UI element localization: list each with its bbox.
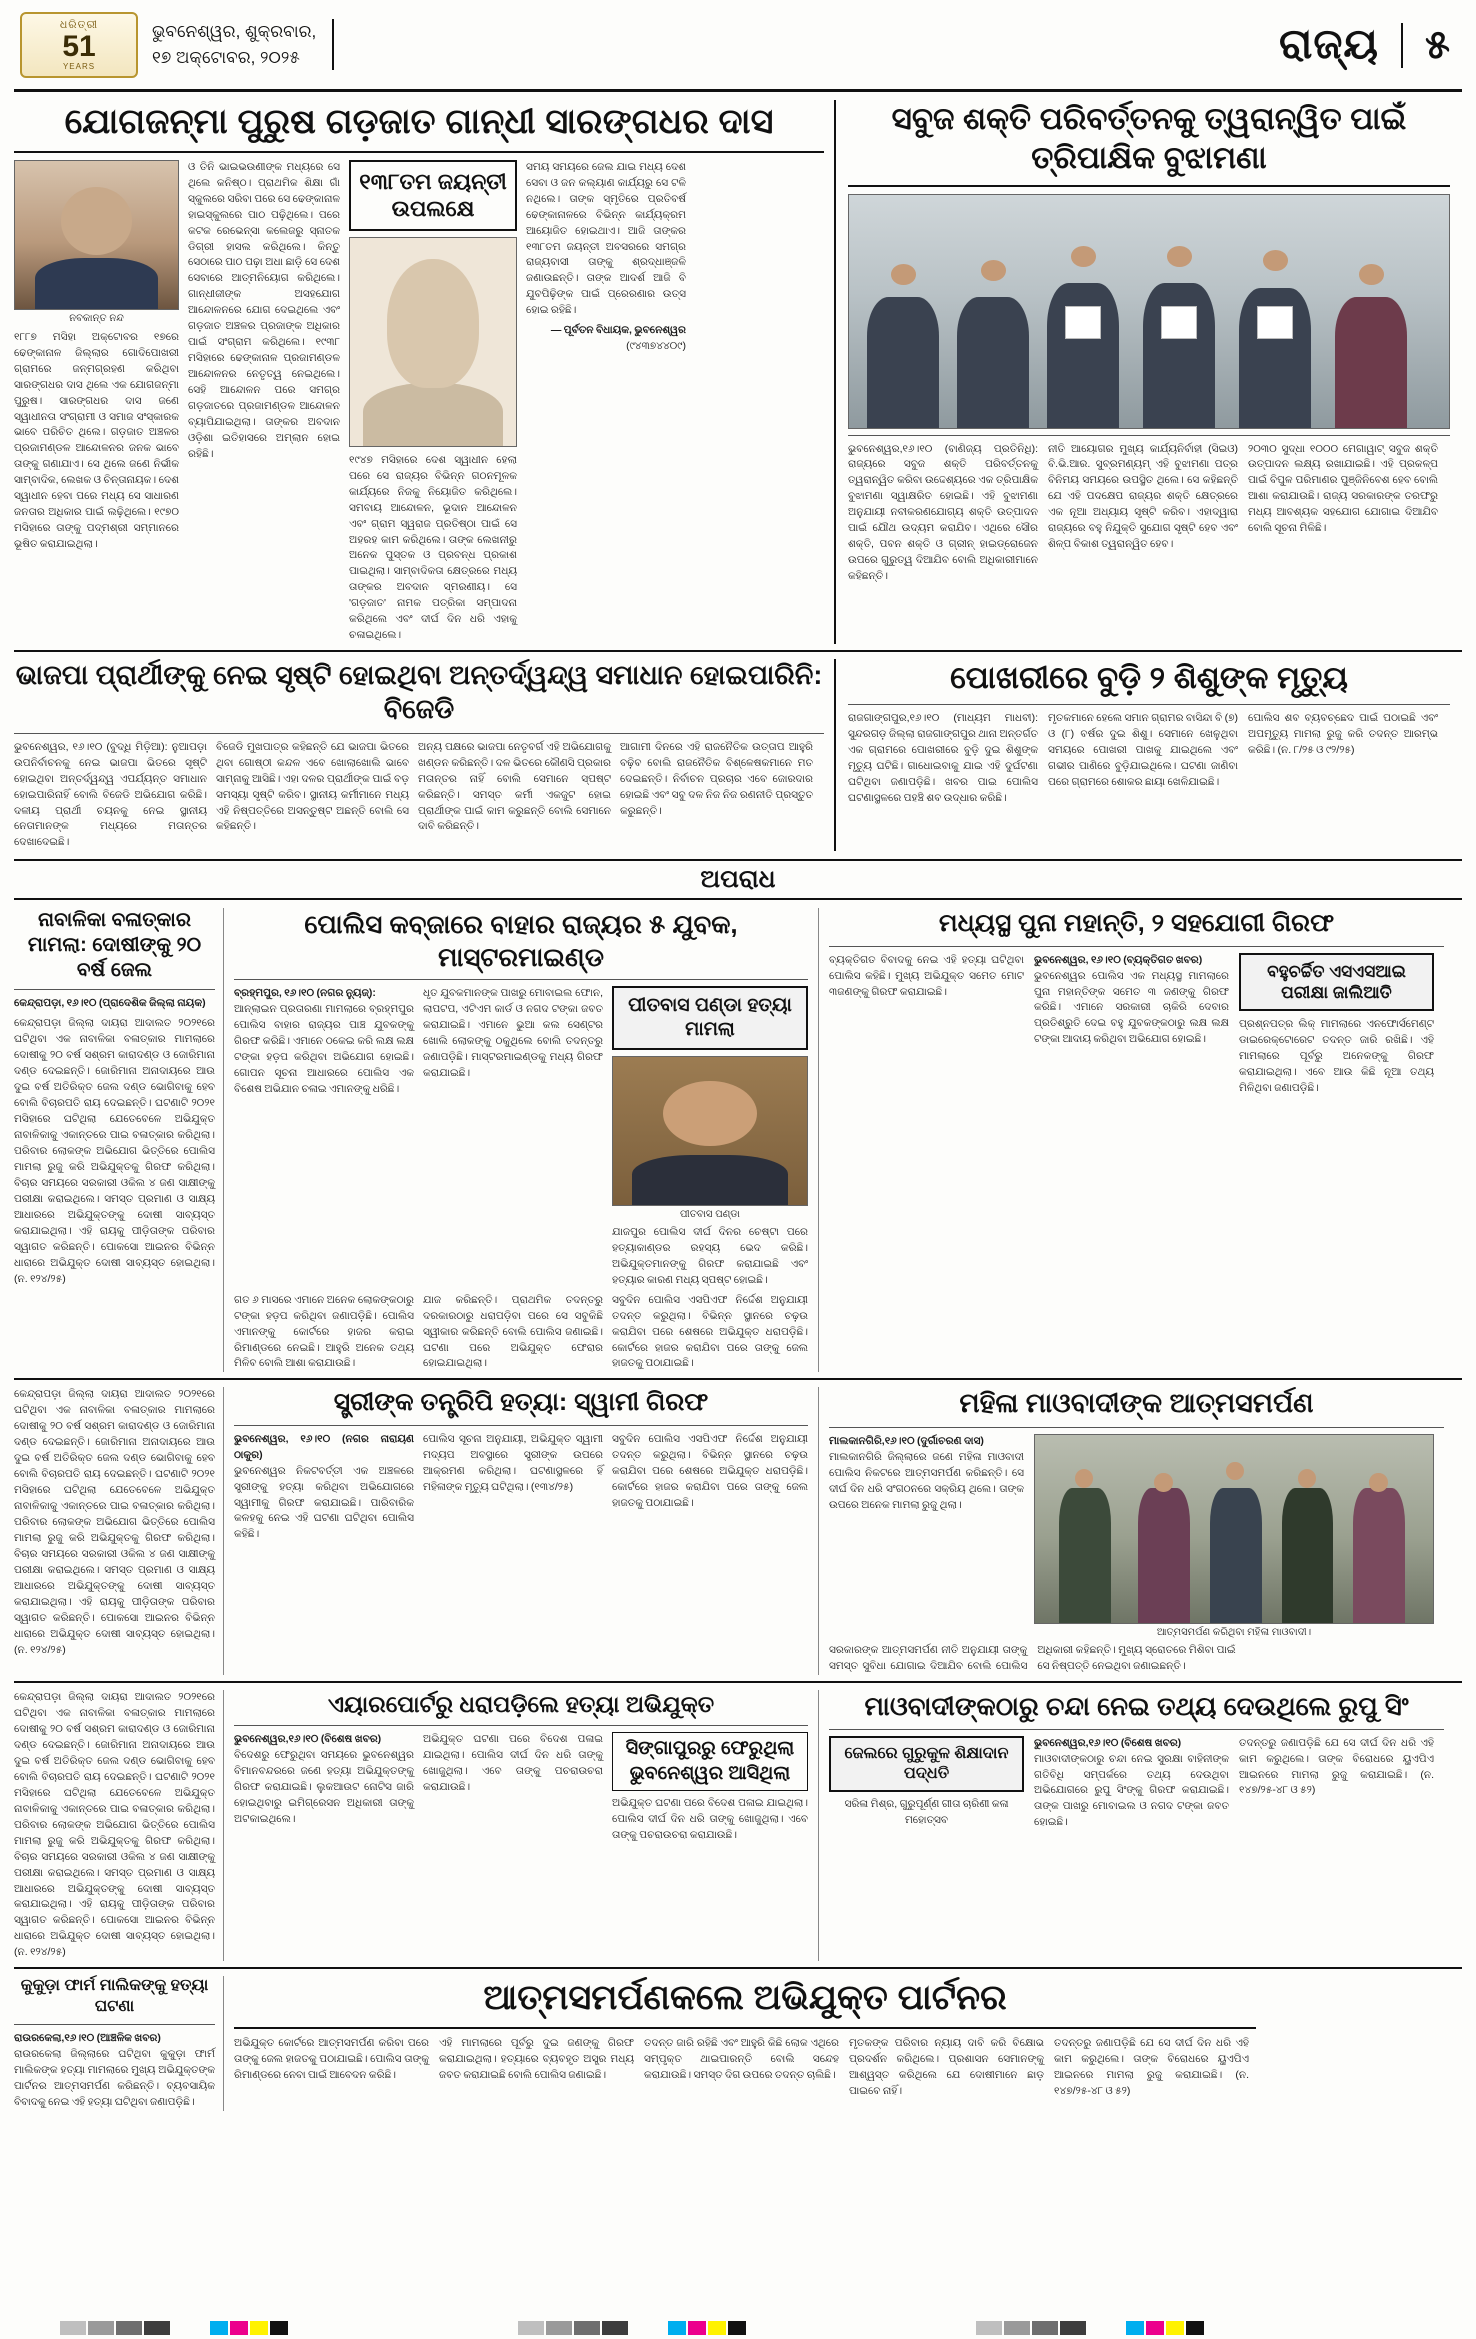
lead-left-col3-wrap [349,160,517,644]
masthead-date: ୧୭ ଅକ୍ଟୋବର, ୨୦୨୫ [152,47,300,67]
wife-dateline: ଭୁବନେଶ୍ୱର, ୧୬।୧୦ (ନଗର ନାରାୟଣ ଠାକୁର) [234,1432,414,1461]
airport-sidebar-wrap [612,1732,808,1844]
logo-bottom-text: YEARS [62,61,96,71]
gray-swatches-left [60,2321,170,2335]
woman-maoist-dateline: ମାଲକାନଗିରି,୧୬।୧୦ (ଦୁର୍ଗାଚରଣ ଦାସ) [829,1435,984,1448]
wife-headline: ସ୍ତ୍ରୀଙ୍କ ତନ୍ତ୍ରିପି ହତ୍ୟା: ସ୍ୱାମୀ ଗିରଫ [333,1388,709,1417]
police-col1: ଆନ୍ଲାଇନ ପ୍ରତାରଣା ମାମଲାରେ ବ୍ରହ୍ମପୁର ପୋଲିସ ବାହାର ରାଜ୍ୟର ପାଞ୍ଚ ଯୁବକଙ୍କୁ ଗିରଫ କରିଛି। ଏମାନେ ଠକେଇ କରି ଲକ୍ଷ ଲକ୍ଷ ଟଙ୍କା ହଡ଼ପ କରିଥିବା ଅଭିଯୋଗ ହୋଇଛି। ଗୋପନ ସୂଚନା ଆଧାରରେ ପୋଲିସ ଏକ ବିଶେଷ ଅଭିଯାନ ଚଳାଇ ଏମାନଙ୍କୁ ଧରିଛି। [234,1003,414,1096]
rupu-story [819,1690,1444,1961]
minor-case-story [14,908,224,1372]
airport-col1: ବିଦେଶରୁ ଫେରୁଥିବା ସମୟରେ ଭୁବନେଶ୍ୱର ବିମାନବନ୍ଦରରେ ଜଣେ ହତ୍ୟା ଅଭିଯୁକ୍ତଙ୍କୁ ଗିରଫ କରାଯାଇଛି। ଲୁକଆଉଟ ନୋଟିସ ଜାରି ହୋଇଥିବାରୁ ଇମିଗ୍ରେସନ ଅଧିକାରୀ ତାଙ୍କୁ ଅଟକାଇଥିଲେ। [234,1748,414,1825]
surrender-headline: ଆତ୍ମସମର୍ପଣକଲେ ଅଭିଯୁକ୍ତ ପାର୍ଟନର [483,1978,1007,2018]
pabitra-col2: ସବୁଦିନ ପୋଲିସ ଏସପିଏଫ ନିର୍ଦ୍ଦେଶ ଅନୁଯାୟୀ ତଦନ୍ତ କରୁଥିଲା। ବିଭିନ୍ନ ସ୍ଥାନରେ ଚଢ଼ଉ କରାଯିବା ପରେ ଶେଷରେ ଅଭିଯୁକ୍ତ ଧରାପଡ଼ିଛି। କୋର୍ଟରେ ହାଜର କରାଯିବା ପରେ ତାଙ୍କୁ ଜେଲ ହାଜତକୁ ପଠାଯାଇଛି। [612,1293,808,1370]
lead-left-col2: ଓ ତିନି ଭାଇଭଉଣୀଙ୍କ ମଧ୍ୟରେ ସେ ଥିଲେ କନିଷ୍ଠ। ପ୍ରାଥମିକ ଶିକ୍ଷା ଗାଁ ସ୍କୁଲରେ ସରିବା ପରେ ସେ ଢେଙ୍କାନାଳ ହାଇସ୍କୁଲରେ ପାଠ ପଢ଼ିଥିଲେ। ପରେ କଟକ ରେଭେନ୍ସା କଲେଜରୁ ସ୍ନାତକ ଡିଗ୍ରୀ ହାସଲ କରିଥିଲେ। କିନ୍ତୁ ସେଠାରେ ପାଠ ପଢ଼ା ଅଧା ଛାଡ଼ି ସେ ଦେଶ ସେବାରେ ଆତ୍ମନିୟୋଗ କରିଥିଲେ। ଗାନ୍ଧୀଜୀଙ୍କ ଅସହଯୋଗ ଆନ୍ଦୋଳନରେ ଯୋଗ ଦେଇଥିଲେ ଏବଂ ଗଡ଼ଜାତ ଅଞ୍ଚଳର ପ୍ରଜାଙ୍କ ଅଧିକାର ପାଇଁ ସଂଗ୍ରାମ କରିଥିଲେ। ୧୯୩୮ ମସିହାରେ ଢେଙ୍କାନାଳ ପ୍ରଜାମଣ୍ଡଳ ଆନ୍ଦୋଳନର ନେତୃତ୍ୱ ନେଇଥିଲେ। ସେହି ଆନ୍ଦୋଳନ ପରେ ସମଗ୍ର ଗଡ଼ଜାତରେ ପ୍ରଜାମଣ୍ଡଳ ଆନ୍ଦୋଳନ ବ୍ୟାପିଯାଇଥିଲା। ତାଙ୍କର ଅବଦାନ ଓଡ଼ିଶା ଇତିହାସରେ ଅମ୍ଲାନ ହୋଇ ରହିଛି। [188,160,340,460]
lead-left-byline-phone: (୯୪୩୭୪୪୦୯) [626,340,686,353]
second-band [14,659,1462,851]
logo-top-text: ଧରିତ୍ରୀ [59,18,99,31]
poultry-sidebar-headline: କୁକୁଡ଼ା ଫାର୍ମ ମାଲିକଙ୍କୁ ହତ୍ୟା ଘଟଣା [20,1977,209,2016]
mahanty-dateline: ଭୁବନେଶ୍ୱର, ୧୬।୧୦ (ବ୍ୟକ୍ତିଗତ ଖବର) [1034,953,1203,966]
bjp-col2: ବିଜେଡି ମୁଖପାତ୍ର କହିଛନ୍ତି ଯେ ଭାଜପା ଭିତରେ ଥିବା ଗୋଷ୍ଠୀ କନ୍ଦଳ ଏବେ ଖୋଲାଖୋଲି ଭାବେ ସାମ୍ନାକୁ ଆସିଛି। ଏହା ଦଳର ପ୍ରାର୍ଥୀଙ୍କ ପାଇଁ ବଡ଼ ସମସ୍ୟା ସୃଷ୍ଟି କରିବ। ସ୍ଥାନୀୟ କର୍ମୀମାନେ ମଧ୍ୟ ଏହି ନିଷ୍ପତ୍ତିରେ ଅସନ୍ତୁଷ୍ଟ ଅଛନ୍ତି ବୋଲି ସେ କହିଛନ୍ତି। [216,740,409,833]
woman-maoist-text [829,1434,1024,1638]
police-dateline: ବ୍ରହ୍ମପୁର, ୧୬।୧୦ (ନଗର ନ୍ୟୁଜ୍): [234,987,376,1000]
bjp-col3: ଅନ୍ୟ ପକ୍ଷରେ ଭାଜପା ନେତୃବର୍ଗ ଏହି ଅଭିଯୋଗକୁ ଖଣ୍ଡନ କରିଛନ୍ତି। ଦଳ ଭିତରେ କୌଣସି ପ୍ରକାର ମତାନ୍ତର ନାହିଁ ବୋଲି ସେମାନେ ସ୍ପଷ୍ଟ କରିଛନ୍ତି। ସମସ୍ତ କର୍ମୀ ଏକଜୁଟ ହୋଇ ପ୍ରାର୍ଥୀଙ୍କ ପାଇଁ କାମ କରୁଛନ୍ତି ବୋଲି ସେମାନେ ଦାବି କରିଛନ୍ତି। [418,740,611,833]
lead-left-col4: ସମୟ ସମୟରେ ଜେଲ ଯାଇ ମଧ୍ୟ ଦେଶ ସେବା ଓ ଜନ କଲ୍ୟାଣ କାର୍ଯ୍ୟରୁ ସେ ଟଳି ନଥିଲେ। ତାଙ୍କ ସ୍ମୃତିରେ ପ୍ରତିବର୍ଷ ଢେଙ୍କାନାଳରେ ବିଭିନ୍ନ କାର୍ଯ୍ୟକ୍ରମ ଆୟୋଜିତ ହୋଇଥାଏ। ଆଜି ତାଙ୍କର ୧୩୮ତମ ଜୟନ୍ତୀ ଅବସରରେ ସମଗ୍ର ରାଜ୍ୟବାସୀ ତାଙ୍କୁ ଶ୍ରଦ୍ଧାଞ୍ଜଳି ଜଣାଉଛନ୍ତି। ତାଙ୍କ ଆଦର୍ଶ ଆଜି ବି ଯୁବପିଢ଼ିଙ୍କ ପାଇଁ ପ୍ରେରଣାର ଉତ୍ସ ହୋଇ ରହିଛି। [526,160,686,317]
pabitra-col1: ଯାଜ କରିଛନ୍ତି। ପ୍ରାଥମିକ ତଦନ୍ତରୁ ଦରକାରଠାରୁ ଧରାପଡ଼ିବା ପରେ ସେ ସବୁକିଛି ସ୍ୱୀକାର କରିଛନ୍ତି ବୋଲି ପୋଲିସ ଜଣାଇଛି। ଘଟଣା ପରେ ଅଭିଯୁକ୍ତ ଫେରାର ହୋଇଯାଇଥିଲା। [423,1293,603,1370]
police-col2: ଧୃତ ଯୁବକମାନଙ୍କ ପାଖରୁ ମୋବାଇଲ ଫୋନ, ଲାପଟପ, ଏଟିଏମ କାର୍ଡ ଓ ନଗଦ ଟଙ୍କା ଜବତ କରାଯାଇଛି। ଏମାନେ ଭୁଆ କଲ ସେଣ୍ଟର ଖୋଲି ଲୋକଙ୍କୁ ଠକୁଥିଲେ ବୋଲି ତଦନ୍ତରୁ ଜଣାପଡ଼ିଛି। ମାସ୍ଟରମାଇଣ୍ଡକୁ ମଧ୍ୟ ଗିରଫ କରାଯାଇଛି। [423,987,603,1080]
top-band [14,100,1462,644]
police-col1-wrap [234,986,414,1288]
surrender-col2: ଏହି ମାମଲାରେ ପୂର୍ବରୁ ଦୁଇ ଜଣଙ୍କୁ ଗିରଫ କରାଯାଇଥିଲା। ହତ୍ୟାରେ ବ୍ୟବହୃତ ଅସ୍ତ୍ର ମଧ୍ୟ ଜବତ କରାଯାଇଛି ବୋଲି ପୋଲିସ ଜଣାଇଛି। [439,2037,634,2081]
rupu-sidebar-headline: ଜେଲରେ ଗୁରୁକୁଳ ଶିକ୍ଷାଦାନ ପଦ୍ଧତି [829,1736,1024,1792]
cmyk-swatches-right [1126,2321,1204,2335]
cmyk-swatches-mid [668,2321,746,2335]
gray-swatches-mid [518,2321,628,2335]
pond-headline: ପୋଖରୀରେ ବୁଡ଼ି ୨ ଶିଶୁଙ୍କ ମୃତ୍ୟୁ [950,660,1348,696]
wife-col2: ପୋଲିସ ସୂଚନା ଅନୁଯାୟୀ, ଅଭିଯୁକ୍ତ ସ୍ୱାମୀ ମଦ୍ୟପ ଅବସ୍ଥାରେ ସ୍ତ୍ରୀଙ୍କ ଉପରେ ଆକ୍ରମଣ କରିଥିଲା। ଘଟଣାସ୍ଥଳରେ ହିଁ ମହିଳାଙ୍କ ମୃତ୍ୟୁ ଘଟିଥିଲା। (୧୩୪/୨୫) [423,1432,603,1493]
minor-case-tail-text: କେନ୍ଦ୍ରାପଡ଼ା ଜିଲ୍ଲା ଦାୟରା ଆଦାଲତ ୨୦୨୧ରେ ଘଟିଥିବା ଏକ ନାବାଳିକା ବଳାତ୍କାର ମାମଲାରେ ଦୋଷୀକୁ ୨୦ ବର୍ଷ ସଶ୍ରମ କାରାଦଣ୍ଡ ଓ ଜୋରିମାନା ଦଣ୍ଡ ଦେଇଛନ୍ତି। ଜୋରିମାନା ଅନାଦାୟରେ ଆଉ ଦୁଇ ବର୍ଷ ଅତିରିକ୍ତ ଜେଲ ଦଣ୍ଡ ଭୋଗିବାକୁ ହେବ ବୋଲି ବିଚାରପତି ରାୟ ଦେଇଛନ୍ତି। ଘଟଣାଟି ୨୦୨୧ ମସିହାରେ ଘଟିଥିଲା ଯେତେବେଳେ ଅଭିଯୁକ୍ତ ନାବାଳିକାକୁ ଏକାନ୍ତରେ ପାଇ ବଳାତ୍କାର କରିଥିଲା। ପରିବାର ଲୋକଙ୍କ ଅଭିଯୋଗ ଭିତ୍ତିରେ ପୋଲିସ ମାମଲା ରୁଜୁ କରି ଅଭିଯୁକ୍ତକୁ ଗିରଫ କରିଥିଲା। ବିଚାର ସମୟରେ ସରକାରୀ ଓକିଲ ୪ ଜଣ ସାକ୍ଷୀଙ୍କୁ ପରୀକ୍ଷା କରାଇଥିଲେ। ସମସ୍ତ ପ୍ରମାଣ ଓ ସାକ୍ଷ୍ୟ ଆଧାରରେ ଅଭିଯୁକ୍ତଙ୍କୁ ଦୋଷୀ ସାବ୍ୟସ୍ତ କରାଯାଇଥିଲା। ଏହି ରାୟକୁ ପୀଡ଼ିତାଙ୍କ ପରିବାର ସ୍ୱାଗତ କରିଛନ୍ତି। ପୋକସୋ ଆଇନର ବିଭିନ୍ନ ଧାରାରେ ଅଭିଯୁକ୍ତ ଦୋଷୀ ସାବ୍ୟସ୍ତ ହୋଇଥିଲା। (ନ. ୧୨୪/୨୫) [14,1691,215,1959]
surrender-story [224,1976,1256,2110]
bjp-col1: ଭୁବନେଶ୍ୱର, ୧୬।୧୦ (ବୁଦ୍ଧି ମିଡ଼ିଆ): ନୁଆପଡ଼ା ଉପନିର୍ବାଚନକୁ ନେଇ ଭାଜପା ଭିତରେ ସୃଷ୍ଟି ହୋଇଥିବା ଅନ୍ତର୍ଦ୍ୱନ୍ଦ୍ୱ ଏପର୍ଯ୍ୟନ୍ତ ସମାଧାନ ହୋଇପାରିନାହିଁ ବୋଲି ବିଜେଡି ଅଭିଯୋଗ କରିଛି। ଦଳୀୟ ପ୍ରାର୍ଥୀ ଚୟନକୁ ନେଇ ସ୍ଥାନୀୟ ନେତାମାନଙ୍କ ମଧ୍ୟରେ ମତାନ୍ତର ଦେଖାଦେଇଛି। [14,740,207,849]
poultry-sidebar-body: ରାଉରକେଲା ଜିଲ୍ଲାରେ ଘଟିଥିବା କୁକୁଡ଼ା ଫାର୍ମ ମାଲିକଙ୍କ ହତ୍ୟା ମାମଲାରେ ମୁଖ୍ୟ ଅଭିଯୁକ୍ତଙ୍କ ପାର୍ଟନର ଆତ୍ମସମର୍ପଣ କରିଛନ୍ତି। ବ୍ୟବସାୟିକ ବିବାଦକୁ ନେଇ ଏହି ହତ୍ୟା ଘଟିଥିବା ଜଣାପଡ଼ିଛି। [14,2047,215,2108]
masthead-right [1279,20,1456,69]
lead-right-headline: ସବୁଜ ଶକ୍ତି ପରିବର୍ତ୍ତନକୁ ତ୍ୱରାନ୍ୱିତ ପାଇଁ ତ୍ରିପାକ୍ଷିକ ବୁଝାମଣା [891,101,1407,175]
bottom-row [14,1976,1462,2110]
lead-right-col2: ନୀତି ଆୟୋଗର ମୁଖ୍ୟ କାର୍ଯ୍ୟନିର୍ବାହୀ (ସିଇଓ) ବି.ଭି.ଆର. ସୁବ୍ରମଣ୍ୟମ୍ ଏହି ବୁଝାମଣା ପତ୍ର ବିନିମୟ ସମୟରେ ଉପସ୍ଥିତ ଥିଲେ। ସେ କହିଛନ୍ତି ଯେ ଏହି ପଦକ୍ଷେପ ରାଜ୍ୟର ଶକ୍ତି କ୍ଷେତ୍ରରେ ଏକ ନୂଆ ଅଧ୍ୟାୟ ସୃଷ୍ଟି କରିବ। ଏହାଦ୍ୱାରା ରାଜ୍ୟରେ ବହୁ ନିଯୁକ୍ତି ସୁଯୋଗ ସୃଷ୍ଟି ହେବ ଏବଂ ଶିଳ୍ପ ବିକାଶ ତ୍ୱରାନ୍ୱିତ ହେବ। [1048,442,1238,551]
sketch-portrait-sarangadhar [349,237,517,447]
woman-maoist-col1: ମାଲକାନଗିରି ଜିଲ୍ଲାରେ ଜଣେ ମହିଳା ମାଓବାଦୀ ପୋଲିସ ନିକଟରେ ଆତ୍ମସମର୍ପଣ କରିଛନ୍ତି। ସେ ଦୀର୍ଘ ଦିନ ଧରି ସଂଗଠନରେ ସକ୍ରିୟ ଥିଲେ। ତାଙ୍କ ଉପରେ ଅନେକ ମାମଲା ରୁଜୁ ଥିଲା। [829,1451,1024,1511]
mahanty-block [819,908,1444,1372]
crime-row-2 [14,1387,1462,1675]
airport-sidebar-body: ଅଭିଯୁକ୍ତ ଘଟଣା ପରେ ବିଦେଶ ପଳାଇ ଯାଇଥିଲା। ପୋଲିସ ଦୀର୍ଘ ଦିନ ଧରି ତାଙ୍କୁ ଖୋଜୁଥିଲା। ଏବେ ତାଙ୍କୁ ପଚରାଉଚରା କରାଯାଉଛି। [612,1797,808,1842]
exam-box-headline: ବହୁଚର୍ଚ୍ଚିତ ଏସଏସଆଇ ପରୀକ୍ଷା ଜାଲିଆତି [1239,953,1434,1012]
lead-left-byline: — ପୂର୍ବତନ ବିଧାୟକ, ଭୁବନେଶ୍ୱର [550,324,686,337]
mou-signing-photo [848,194,1450,429]
bjp-story [14,659,836,851]
rupu-col2: ତଦନ୍ତରୁ ଜଣାପଡ଼ିଛି ଯେ ସେ ଦୀର୍ଘ ଦିନ ଧରି ଏହି କାମ କରୁଥିଲେ। ତାଙ୍କ ବିରୋଧରେ ୟୁଏପିଏ ଆଇନରେ ମାମଲା ରୁଜୁ କରାଯାଇଛି। (ନ. ୧୪୭/୨୫-୪୮ ଓ ୫୨) [1239,1736,1434,1797]
woman-maoist-story [819,1387,1444,1675]
wife-story [224,1387,819,1675]
airport-headline: ଏୟାରପୋର୍ଟରୁ ଧରାପଡ଼ିଲେ ହତ୍ୟା ଅଭିଯୁକ୍ତ [327,1691,715,1718]
rupu-sidebar-body: ସରିଳା ମିଶ୍ର, ଗୁରୁପୂର୍ଣ୍ଣ ଗୀତା ଚାରିଣୀ କଳା ମହୋତ୍ସବ [844,1797,1009,1826]
airport-sidebar-headline: ସିଙ୍ଗାପୁରରୁ ଫେରୁଥିଲା ଭୁବନେଶ୍ୱର ଆସିଥିଲା [612,1732,808,1791]
surrender-col4: ମୃତକଙ୍କ ପରିବାର ନ୍ୟାୟ ଦାବି କରି ବିକ୍ଷୋଭ ପ୍ରଦର୍ଶନ କରିଥିଲେ। ପ୍ରଶାସନ ସେମାନଙ୍କୁ ଆଶ୍ୱସ୍ତ କରିଥିଲେ ଯେ ଦୋଷୀମାନେ ଛାଡ଼ ପାଇବେ ନାହିଁ। [849,2037,1044,2097]
panda-box-headline: ପୀତବାସ ପଣ୍ଡା ହତ୍ୟା ମାମଲା [612,986,808,1050]
panda-box [612,986,808,1288]
police-story [224,908,819,1372]
section-title: ରାଜ୍ୟ [1278,20,1380,67]
exam-box [1239,953,1434,1097]
surrender-col1: ଅଭିଯୁକ୍ତ କୋର୍ଟରେ ଆତ୍ମସମର୍ପଣ କରିବା ପରେ ତାଙ୍କୁ ଜେଲ ହାଜତକୁ ପଠାଯାଇଛି। ପୋଲିସ ତାଙ୍କୁ ରିମାଣ୍ଡରେ ନେବା ପାଇଁ ଆବେଦନ କରିଛି। [234,2037,429,2081]
airport-dateline: ଭୁବନେଶ୍ୱର,୧୬।୧୦ (ବିଶେଷ ଖବର) [234,1732,382,1745]
bjp-headline: ଭାଜପା ପ୍ରାର୍ଥୀଙ୍କୁ ନେଇ ସୃଷ୍ଟି ହୋଇଥିବା ଅନ୍ତର୍ଦ୍ୱନ୍ଦ୍ୱ ସମାଧାନ ହୋଇପାରିନି: ବିଜେଡି [15,660,823,724]
lead-right-col3: ୨୦୩୦ ସୁଦ୍ଧା ୧୦୦୦ ମେଗାୱାଟ୍ ସବୁଜ ଶକ୍ତି ଉତ୍ପାଦନ ଲକ୍ଷ୍ୟ ରଖାଯାଇଛି। ଏହି ପ୍ରକଳ୍ପ ପାଇଁ ବିପୁଳ ପରିମାଣର ପୁଞ୍ଜିନିବେଶ ହେବ ବୋଲି ଆଶା କରାଯାଉଛି। ରାଜ୍ୟ ସରକାରଙ୍କ ତରଫରୁ ମଧ୍ୟ ଆବଶ୍ୟକ ସହଯୋଗ ଯୋଗାଇ ଦିଆଯିବ ବୋଲି ସୂଚନା ମିଳିଛି। [1248,442,1438,535]
anniversary-kicker: ୧୩୮ତମ ଜୟନ୍ତୀ ଉପଲକ୍ଷେ [349,160,517,231]
lead-left-col4-wrap [526,160,686,644]
lead-left-col3: ୧୯୪୭ ମସିହାରେ ଦେଶ ସ୍ୱାଧୀନ ହେଲା ପରେ ସେ ରାଜ୍ୟର ବିଭିନ୍ନ ଗଠନମୂଳକ କାର୍ଯ୍ୟରେ ନିଜକୁ ନିୟୋଜିତ କରିଥିଲେ। ସମବାୟ ଆନ୍ଦୋଳନ, ଭୂଦାନ ଆନ୍ଦୋଳନ ଏବଂ ଗ୍ରାମ ସ୍ୱରାଜ ପ୍ରତିଷ୍ଠା ପାଇଁ ସେ ଅହରହ କାମ କରିଥିଲେ। ତାଙ୍କ ଲେଖନୀରୁ ଅନେକ ପୁସ୍ତକ ଓ ପ୍ରବନ୍ଧ ପ୍ରକାଶ ପାଇଥିଲା। ସାମ୍ବାଦିକତା କ୍ଷେତ୍ରରେ ମଧ୍ୟ ତାଙ୍କର ଅବଦାନ ସ୍ମରଣୀୟ। ସେ 'ଗଡ଼ଜାତ' ନାମକ ପତ୍ରିକା ସମ୍ପାଦନା କରିଥିଲେ ଏବଂ ଦୀର୍ଘ ଦିନ ଧରି ଏହାକୁ ଚଳାଇଥିଲେ। [349,453,517,642]
rupu-sidebar [829,1736,1024,1832]
lead-left-photo-col [14,160,179,644]
rupu-headline: ମାଓବାଦୀଙ୍କଠାରୁ ଚନ୍ଦା ନେଇ ତଥ୍ୟ ଦେଉଥିଲେ ରୁପୁ ସିଂ [864,1691,1409,1722]
pond-col1: ରାଜଗାଙ୍ଗପୁର,୧୬।୧୦ (ମାଧ୍ୟମ ମାଧବୀ): ସୁନ୍ଦରଗଡ଼ ଜିଲ୍ଲା ରାଜଗାଙ୍ଗପୁର ଥାନା ଅନ୍ତର୍ଗତ ଏକ ଗ୍ରାମରେ ପୋଖରୀରେ ବୁଡ଼ି ଦୁଇ ଶିଶୁଙ୍କ ମୃତ୍ୟୁ ଘଟିଛି। ଗାଧୋଇବାକୁ ଯାଇ ଏହି ଦୁର୍ଘଟଣା ଘଟିଥିବା ଜଣାପଡ଼ିଛି। ଖବର ପାଇ ପୋଲିସ ଘଟଣାସ୍ଥଳରେ ପହଞ୍ଚି ଶବ ଉଦ୍ଧାର କରିଛି। [848,711,1038,804]
bjp-col4: ଆଗାମୀ ଦିନରେ ଏହି ରାଜନୈତିକ ଉତ୍ତାପ ଆହୁରି ବଢ଼ିବ ବୋଲି ରାଜନୈତିକ ବିଶ୍ଳେଷକମାନେ ମତ ଦେଇଛନ୍ତି। ନିର୍ବାଚନ ପ୍ରଚାର ଏବେ ଜୋରଦାର ହୋଇଛି ଏବଂ ସବୁ ଦଳ ନିଜ ନିଜ ରଣନୀତି ପ୍ରସ୍ତୁତ କରୁଛନ୍ତି। [620,740,813,817]
police-col3: ଗତ ୬ ମାସରେ ଏମାନେ ଅନେକ ଲୋକଙ୍କଠାରୁ ଟଙ୍କା ହଡ଼ପ କରିଥିବା ଜଣାପଡ଼ିଛି। ପୋଲିସ ଏମାନଙ୍କୁ କୋର୍ଟରେ ହାଜର କରାଇ ରିମାଣ୍ଡରେ ନେଇଛି। ଆହୁରି ଅନେକ ତଥ୍ୟ ମିଳିବ ବୋଲି ଆଶା କରାଯାଉଛି। [234,1293,414,1370]
publication-logo [20,12,138,78]
lead-left-col1: ୧୮୮୭ ମସିହା ଅକ୍ଟୋବର ୧୭ରେ ଢେଙ୍କାନାଳ ଜିଲ୍ଲାର ଗୋଦିପୋଖରୀ ଗ୍ରାମରେ ଜନ୍ମଗ୍ରହଣ କରିଥିବା ସାରଙ୍ଗଧର ଦାସ ଥିଲେ ଏକ ଯୋଗଜନ୍ମା ପୁରୁଷ। ସାରଙ୍ଗଧର ଦାସ ଜଣେ ସ୍ୱାଧୀନତା ସଂଗ୍ରାମୀ ଓ ସମାଜ ସଂସ୍କାରକ ଭାବେ ପରିଚିତ ଥିଲେ। ଗଡ଼ଜାତ ଅଞ୍ଚଳର ପ୍ରଜାମଣ୍ଡଳ ଆନ୍ଦୋଳନର ଜନକ ଭାବେ ତାଙ୍କୁ ଗଣାଯାଏ। ସେ ଥିଲେ ଜଣେ ନିର୍ଭୀକ ସାମ୍ବାଦିକ, ଲେଖକ ଓ ଚିନ୍ତାନାୟକ। ଦେଶ ସ୍ୱାଧୀନ ହେବା ପରେ ମଧ୍ୟ ସେ ସାଧାରଣ ଜନତାର ଅଧିକାର ପାଇଁ ଲଢ଼ିଥିଲେ। ୧୯୭୦ ମସିହାରେ ତାଙ୍କୁ ପଦ୍ମଶ୍ରୀ ସମ୍ମାନରେ ଭୂଷିତ କରାଯାଇଥିଲା। [14,330,179,551]
police-headline: ପୋଲିସ କବ୍ଜାରେ ବାହାର ରାଜ୍ୟର ୫ ଯୁବକ, ମାସ୍ଟରମାଇଣ୍ଡ [304,909,738,972]
pond-story [836,659,1450,851]
poultry-sidebar [14,1976,224,2110]
portrait-photo-nabakanta [14,160,179,310]
lead-left-story [14,100,836,644]
crime-row-3 [14,1690,1462,1961]
panda-photo-caption: ପୀତବାସ ପଣ୍ଡା [680,1208,740,1220]
gray-swatches-right [976,2321,1086,2335]
rupu-col1: ମାଓବାଦୀଙ୍କଠାରୁ ଚନ୍ଦା ନେଇ ସୁରକ୍ଷା ବାହିନୀଙ୍କ ଗତିବିଧି ସମ୍ପର୍କରେ ତଥ୍ୟ ଦେଉଥିବା ଅଭିଯୋଗରେ ରୁପୁ ସିଂଙ୍କୁ ଗିରଫ କରାଯାଇଛି। ତାଙ୍କ ପାଖରୁ ମୋବାଇଲ ଓ ନଗଦ ଟଙ୍କା ଜବତ ହୋଇଛି। [1034,1752,1229,1829]
pond-col2: ମୃତକମାନେ ହେଲେ ସମାନ ଗ୍ରାମର ବାସିନ୍ଦା ବି (୭) ଓ (୮) ବର୍ଷର ଦୁଇ ଶିଶୁ। ସେମାନେ ଖେଳୁଥିବା ସମୟରେ ପୋଖରୀ ପାଖକୁ ଯାଇଥିଲେ ଏବଂ ଗଭୀର ପାଣିରେ ବୁଡ଼ିଯାଇଥିଲେ। ଘଟଣା ଜାଣିବା ପରେ ଗ୍ରାମରେ ଶୋକର ଛାୟା ଖେଳିଯାଇଛି। [1048,711,1238,788]
airport-story [224,1690,819,1961]
mahanty-headline: ମଧ୍ୟସ୍ଥ ପୁନା ମହାନ୍ତି, ୨ ସହଯୋଗୀ ଗିରଫ [938,909,1335,938]
woman-maoist-photo-wrap [1034,1434,1434,1638]
minor-case-dateline: କେନ୍ଦ୍ରାପଡ଼ା, ୧୬।୧୦ (ପ୍ରାଦେଶିକ ଜିଲ୍ଲା ନାୟକ) [14,997,206,1010]
minor-case-body: କେନ୍ଦ୍ରାପଡ଼ା ଜିଲ୍ଲା ଦାୟରା ଆଦାଲତ ୨୦୨୧ରେ ଘଟିଥିବା ଏକ ନାବାଳିକା ବଳାତ୍କାର ମାମଲାରେ ଦୋଷୀକୁ ୨୦ ବର୍ଷ ସଶ୍ରମ କାରାଦଣ୍ଡ ଓ ଜୋରିମାନା ଦଣ୍ଡ ଦେଇଛନ୍ତି। ଜୋରିମାନା ଅନାଦାୟରେ ଆଉ ଦୁଇ ବର୍ଷ ଅତିରିକ୍ତ ଜେଲ ଦଣ୍ଡ ଭୋଗିବାକୁ ହେବ ବୋଲି ବିଚାରପତି ରାୟ ଦେଇଛନ୍ତି। ଘଟଣାଟି ୨୦୨୧ ମସିହାରେ ଘଟିଥିଲା ଯେତେବେଳେ ଅଭିଯୁକ୍ତ ନାବାଳିକାକୁ ଏକାନ୍ତରେ ପାଇ ବଳାତ୍କାର କରିଥିଲା। ପରିବାର ଲୋକଙ୍କ ଅଭିଯୋଗ ଭିତ୍ତିରେ ପୋଲିସ ମାମଲା ରୁଜୁ କରି ଅଭିଯୁକ୍ତକୁ ଗିରଫ କରିଥିଲା। ବିଚାର ସମୟରେ ସରକାରୀ ଓକିଲ ୪ ଜଣ ସାକ୍ଷୀଙ୍କୁ ପରୀକ୍ଷା କରାଇଥିଲେ। ସମସ୍ତ ପ୍ରମାଣ ଓ ସାକ୍ଷ୍ୟ ଆଧାରରେ ଅଭିଯୁକ୍ତଙ୍କୁ ଦୋଷୀ ସାବ୍ୟସ୍ତ କରାଯାଇଥିଲା। ଏହି ରାୟକୁ ପୀଡ଼ିତାଙ୍କ ପରିବାର ସ୍ୱାଗତ କରିଛନ୍ତି। ପୋକସୋ ଆଇନର ବିଭିନ୍ନ ଧାରାରେ ଅଭିଯୁକ୍ତ ଦୋଷୀ ସାବ୍ୟସ୍ତ ହୋଇଥିଲା। (ନ. ୧୨୪/୨୫) [14,1017,215,1285]
minor-case-cont [14,1387,224,1675]
cmyk-swatches-left [210,2321,288,2335]
page-number: ୫ [1401,23,1450,68]
panda-col1: ଯାଜପୁର ପୋଲିସ ଦୀର୍ଘ ଦିନର ଚେଷ୍ଟା ପରେ ହତ୍ୟାକାଣ୍ଡର ରହସ୍ୟ ଭେଦ କରିଛି। ଅଭିଯୁକ୍ତମାନଙ୍କୁ ଗିରଫ କରାଯାଇଛି ଏବଂ ହତ୍ୟାର କାରଣ ମଧ୍ୟ ସ୍ପଷ୍ଟ ହୋଇଛି। [612,1225,808,1286]
woman-maoist-col2: ସରକାରଙ୍କ ଆତ୍ମସମର୍ପଣ ନୀତି ଅନୁଯାୟୀ ତାଙ୍କୁ ସମସ୍ତ ସୁବିଧା ଯୋଗାଇ ଦିଆଯିବ ବୋଲି ପୋଲିସ ଅଧିକାରୀ କହିଛନ୍ତି। ମୁଖ୍ୟ ସ୍ରୋତରେ ମିଶିବା ପାଇଁ ସେ ନିଷ୍ପତ୍ତି ନେଇଥିବା ଜଣାଇଛନ୍ତି। [829,1644,1236,1673]
rupu-dateline: ଭୁବନେଶ୍ୱର,୧୬।୧୦ (ବିଶେଷ ଖବର) [1034,1736,1182,1749]
lead-left-headline: ଯୋଗଜନ୍ମା ପୁରୁଷ ଗଡ଼ଜାତ ଗାନ୍ଧୀ ସାରଙ୍ଗଧର ଦାସ [64,102,774,141]
rupu-col1-wrap [1034,1736,1229,1832]
wife-col1-wrap [234,1432,414,1544]
portrait-caption: ନବକାନ୍ତ ନନ୍ଦ [69,312,124,324]
minor-case-headline: ନାବାଳିକା ବଳାତ୍କାର ମାମଲା: ଦୋଷୀଙ୍କୁ ୨୦ ବର୍ଷ ଜେଲ [27,909,202,982]
lead-right-story [836,100,1450,644]
lead-right-col1: ଭୁବନେଶ୍ୱର,୧୬।୧୦ (ବାଣିଜ୍ୟ ପ୍ରତିନିଧି): ରାଜ୍ୟରେ ସବୁଜ ଶକ୍ତି ପରିବର୍ତ୍ତନକୁ ତ୍ୱରାନ୍ୱିତ କରିବା ଉଦ୍ଦେଶ୍ୟରେ ଏକ ତ୍ରିପାକ୍ଷିକ ବୁଝାମଣା ସ୍ୱାକ୍ଷରିତ ହୋଇଛି। ଏହି ବୁଝାମଣା ଅନୁଯାୟୀ ନବୀକରଣଯୋଗ୍ୟ ଶକ୍ତି ଉତ୍ପାଦନ ପାଇଁ ଯୌଥ ଉଦ୍ୟମ କରାଯିବ। ଏଥିରେ ସୌର ଶକ୍ତି, ପବନ ଶକ୍ତି ଓ ଗ୍ରୀନ୍ ହାଇଡ୍ରୋଜେନ ଉପରେ ଗୁରୁତ୍ୱ ଦିଆଯିବ ବୋଲି ଅଧିକାରୀମାନେ କହିଛନ୍ତି। [848,442,1038,583]
exam-box-body: ପ୍ରଶ୍ନପତ୍ର ଲିକ୍ ମାମଲାରେ ଏନଫୋର୍ସମେଣ୍ଟ ଡାଇରେକ୍ଟୋରେଟ ତଦନ୍ତ ଜାରି ରଖିଛି। ଏହି ମାମଲାରେ ପୂର୍ବରୁ ଅନେକଙ୍କୁ ଗିରଫ କରାଯାଇଥିଲା। ଏବେ ଆଉ କିଛି ନୂଆ ତଥ୍ୟ ମିଳିଥିବା ଜଣାପଡ଼ିଛି। [1239,1018,1434,1094]
pond-col3: ପୋଲିସ ଶବ ବ୍ୟବଚ୍ଛେଦ ପାଇଁ ପଠାଇଛି ଏବଂ ଅପମୃତ୍ୟୁ ମାମଲା ରୁଜୁ କରି ତଦନ୍ତ ଆରମ୍ଭ କରିଛି। (ନ. ୮/୨୫ ଓ ୯୨/୨୫) [1248,711,1438,756]
wife-col3: ସବୁଦିନ ପୋଲିସ ଏସପିଏଫ ନିର୍ଦ୍ଦେଶ ଅନୁଯାୟୀ ତଦନ୍ତ କରୁଥିଲା। ବିଭିନ୍ନ ସ୍ଥାନରେ ଚଢ଼ଉ କରାଯିବା ପରେ ଶେଷରେ ଅଭିଯୁକ୍ତ ଧରାପଡ଼ିଛି। କୋର୍ଟରେ ହାଜର କରାଯିବା ପରେ ତାଙ୍କୁ ଜେଲ ହାଜତକୁ ପଠାଯାଇଛି। [612,1432,808,1509]
mahanty-body: ଭୁବନେଶ୍ୱର ପୋଲିସ ଏକ ମଧ୍ୟସ୍ଥ ମାମଲାରେ ପୁନା ମହାନ୍ତିଙ୍କ ସମେତ ୩ ଜଣଙ୍କୁ ଗିରଫ କରିଛି। ଏମାନେ ସରକାରୀ ଚାକିରି ଦେବାର ପ୍ରତିଶ୍ରୁତି ଦେଇ ବହୁ ଯୁବକଙ୍କଠାରୁ ଲକ୍ଷ ଲକ୍ଷ ଟଙ୍କା ଆଦାୟ କରିଥିବା ଅଭିଯୋଗ ହୋଇଛି। [1034,969,1229,1046]
airport-col1-wrap [234,1732,414,1844]
minor-case-body-cont: କେନ୍ଦ୍ରାପଡ଼ା ଜିଲ୍ଲା ଦାୟରା ଆଦାଲତ ୨୦୨୧ରେ ଘଟିଥିବା ଏକ ନାବାଳିକା ବଳାତ୍କାର ମାମଲାରେ ଦୋଷୀକୁ ୨୦ ବର୍ଷ ସଶ୍ରମ କାରାଦଣ୍ଡ ଓ ଜୋରିମାନା ଦଣ୍ଡ ଦେଇଛନ୍ତି। ଜୋରିମାନା ଅନାଦାୟରେ ଆଉ ଦୁଇ ବର୍ଷ ଅତିରିକ୍ତ ଜେଲ ଦଣ୍ଡ ଭୋଗିବାକୁ ହେବ ବୋଲି ବିଚାରପତି ରାୟ ଦେଇଛନ୍ତି। ଘଟଣାଟି ୨୦୨୧ ମସିହାରେ ଘଟିଥିଲା ଯେତେବେଳେ ଅଭିଯୁକ୍ତ ନାବାଳିକାକୁ ଏକାନ୍ତରେ ପାଇ ବଳାତ୍କାର କରିଥିଲା। ପରିବାର ଲୋକଙ୍କ ଅଭିଯୋଗ ଭିତ୍ତିରେ ପୋଲିସ ମାମଲା ରୁଜୁ କରି ଅଭିଯୁକ୍ତକୁ ଗିରଫ କରିଥିଲା। ବିଚାର ସମୟରେ ସରକାରୀ ଓକିଲ ୪ ଜଣ ସାକ୍ଷୀଙ୍କୁ ପରୀକ୍ଷା କରାଇଥିଲେ। ସମସ୍ତ ପ୍ରମାଣ ଓ ସାକ୍ଷ୍ୟ ଆଧାରରେ ଅଭିଯୁକ୍ତଙ୍କୁ ଦୋଷୀ ସାବ୍ୟସ୍ତ କରାଯାଇଥିଲା। ଏହି ରାୟକୁ ପୀଡ଼ିତାଙ୍କ ପରିବାର ସ୍ୱାଗତ କରିଛନ୍ତି। ପୋକସୋ ଆଇନର ବିଭିନ୍ନ ଧାରାରେ ଅଭିଯୁକ୍ତ ଦୋଷୀ ସାବ୍ୟସ୍ତ ହୋଇଥିଲା। (ନ. ୧୨୪/୨୫) [14,1388,215,1656]
masthead [14,0,1462,92]
surrender-col5: ତଦନ୍ତରୁ ଜଣାପଡ଼ିଛି ଯେ ସେ ଦୀର୍ଘ ଦିନ ଧରି ଏହି କାମ କରୁଥିଲେ। ତାଙ୍କ ବିରୋଧରେ ୟୁଏପିଏ ଆଇନରେ ମାମଲା ରୁଜୁ କରାଯାଇଛି। (ନ. ୧୪୭/୨୫-୪୮ ଓ ୫୨) [1054,2037,1249,2097]
masthead-place: ଭୁବନେଶ୍ୱର, ଶୁକ୍ରବାର, [152,22,317,41]
woman-maoist-headline: ମହିଳା ମାଓବାଦୀଙ୍କ ଆତ୍ମସମର୍ପଣ [959,1388,1314,1419]
poultry-dateline: ରାଉରକେଲା,୧୬।୧୦ (ଆଞ୍ଚଳିକ ଖବର) [14,2031,161,2044]
airport-col2: ଅଭିଯୁକ୍ତ ଘଟଣା ପରେ ବିଦେଶ ପଳାଇ ଯାଇଥିଲା। ପୋଲିସ ଦୀର୍ଘ ଦିନ ଧରି ତାଙ୍କୁ ଖୋଜୁଥିଲା। ଏବେ ତାଙ୍କୁ ପଚରାଉଚରା କରାଯାଉଛି। [423,1732,603,1793]
crime-row-1 [14,908,1462,1372]
masthead-dateline [152,19,334,70]
wife-col1: ଭୁବନେଶ୍ୱର ନିକଟବର୍ତ୍ତୀ ଏକ ଅଞ୍ଚଳରେ ସ୍ତ୍ରୀଙ୍କୁ ହତ୍ୟା କରିଥିବା ଅଭିଯୋଗରେ ସ୍ୱାମୀକୁ ଗିରଫ କରାଯାଇଛି। ପାରିବାରିକ କଳହକୁ ନେଇ ଏହି ଘଟଣା ଘଟିଥିବା ପୋଲିସ କହିଛି। [234,1464,414,1541]
surrender-photo-caption: ଆତ୍ମସମର୍ପଣ କରିଥିବା ମହିଳା ମାଓବାଦୀ। [1156,1627,1312,1639]
crime-section-band: ଅପରାଧ [14,859,1462,900]
panda-portrait-photo [612,1056,808,1206]
mahanty-text-wrap [1034,953,1229,1097]
panda-col2: ବ୍ୟକ୍ତିଗତ ବିବାଦକୁ ନେଇ ଏହି ହତ୍ୟା ଘଟିଥିବା ପୋଲିସ କହିଛି। ମୁଖ୍ୟ ଅଭିଯୁକ୍ତ ସମେତ ମୋଟ ୩ଜଣଙ୍କୁ ଗିରଫ କରାଯାଇଛି। [829,953,1024,998]
logo-anniversary-number: 51 [62,29,96,63]
surrender-col3: ତଦନ୍ତ ଜାରି ରହିଛି ଏବଂ ଆହୁରି କିଛି ଲୋକ ଏଥିରେ ସମ୍ପୃକ୍ତ ଥାଇପାରନ୍ତି ବୋଲି ସନ୍ଦେହ କରାଯାଉଛି। ସମସ୍ତ ଦିଗ ଉପରେ ତଦନ୍ତ ଚାଲିଛି। [644,2037,839,2081]
surrender-photo [1034,1434,1434,1624]
color-registration-bar [0,2317,1476,2339]
minor-case-tail [14,1690,224,1961]
